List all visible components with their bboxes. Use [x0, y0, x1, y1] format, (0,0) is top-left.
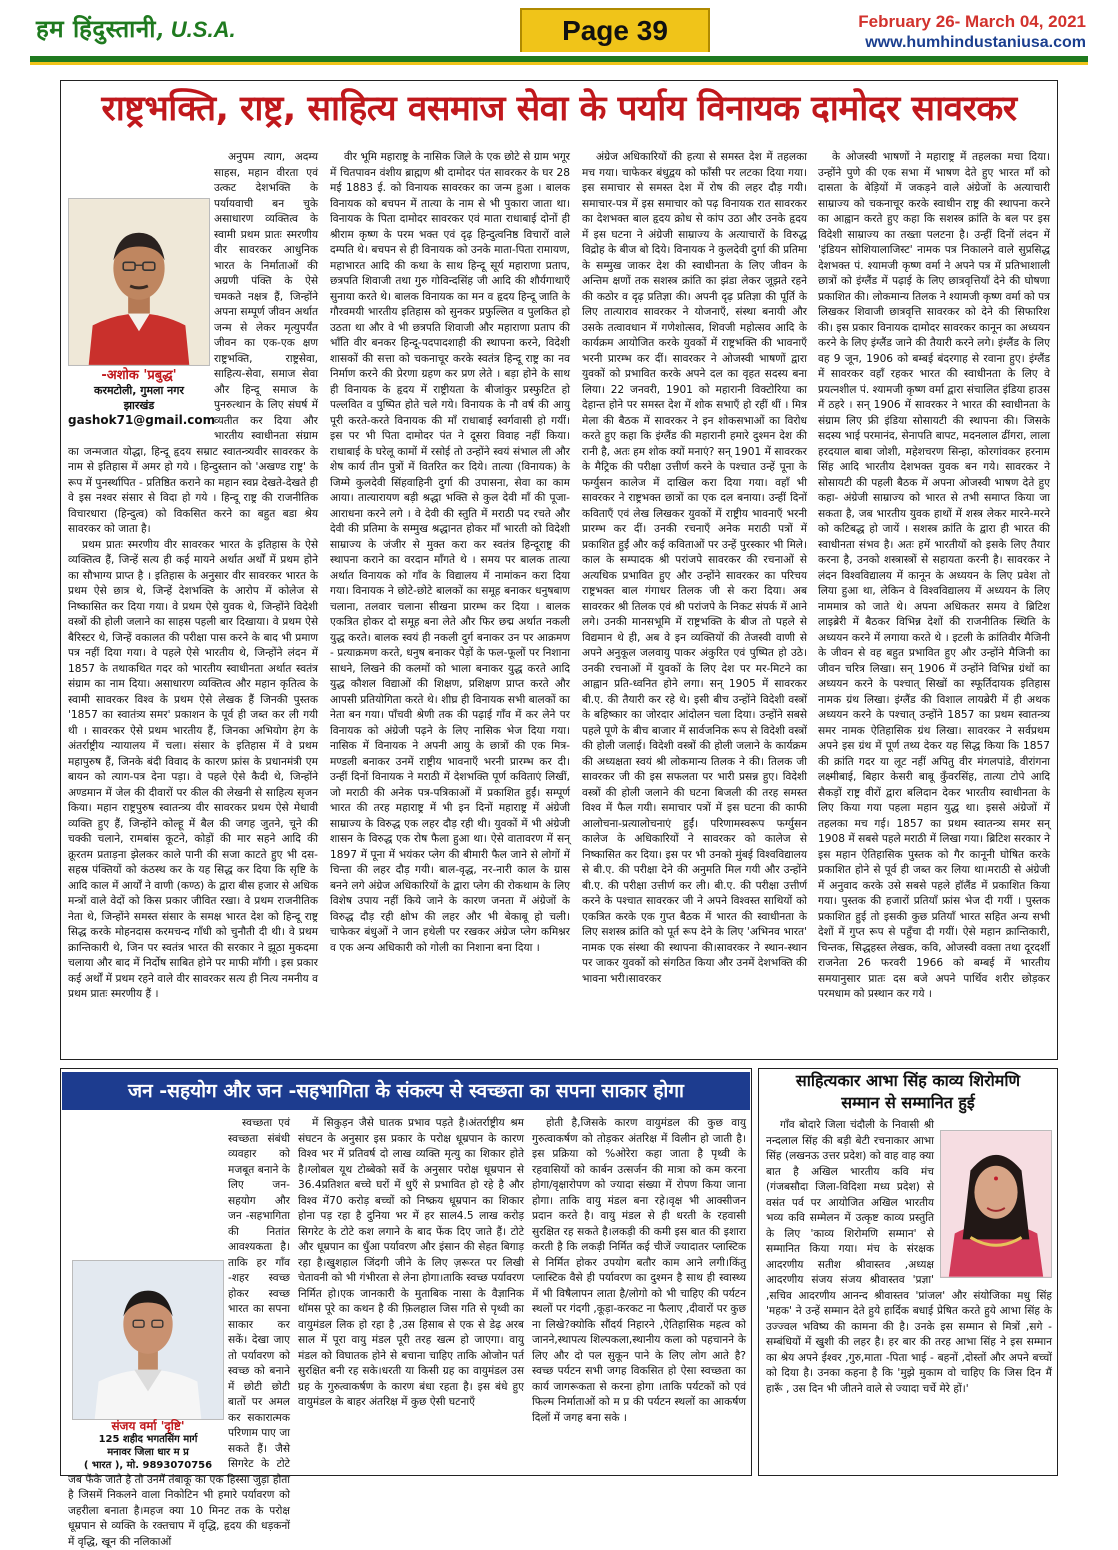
swachhta-col-1-text: स्वच्छता एवं स्वच्छता संबंधी व्यवहार को मजबूत बनाने के लिए जन- सहयोग और जन -सहभागिता की नितांत आवश्यकता है। ताकि हर गाँव -शहर स्वच्छ होकर स्वच्छ भारत का सपना साकार कर सकें। देखा जाए तो पर्यावरण को स्वच्छ को बनाने में छोटी छोटी बातों पर अमल कर सकारात्मक परिणाम पाए जा सकते हैं। जैसे सिगरेट के टोटे जब फेंके जाते है तो उनमें तंबाकू का एक हिस्सा जुड़ा होता है जिसमें निकलने वाला निकोटिन भी हमारे पर्यावरण को जहरीला बनाता है।महज क्या 10 मिनट तक के परोक्ष धूम्रपान से व्यक्ति के रक्तचाप में वृद्धि, हृदय की धड़कनों में वृद्धि, खून की नलिकाओं	[68, 1117, 290, 1548]
abha-headline-line-2: सम्मान से सम्मानित हुई	[841, 1093, 975, 1112]
swachhta-author-name: संजय वर्मा 'दृष्टि'	[111, 1419, 185, 1433]
author-address-line-1: करमटोली, गुमला नगर	[94, 384, 184, 397]
newspaper-name: हम हिंदुस्तानी,	[36, 14, 165, 43]
author-address-line-2: झारखंड	[123, 399, 155, 412]
main-col-2	[330, 150, 570, 1050]
page-number: Page 39	[520, 8, 710, 52]
main-col-4	[818, 150, 1050, 1050]
photo-float-spacer-2	[68, 1116, 228, 1464]
main-col-3	[582, 150, 807, 1050]
photo-float-spacer	[68, 150, 214, 440]
newspaper-region: U.S.A.	[170, 17, 236, 42]
main-col-3-text: अंग्रेज अधिकारियों की हत्या से समस्त देश में तहलका मच गया। चाफेकर बंधुद्वय को फाँसी पर लटका दिया गया। इस समाचार से समस्त देश में रोष की लहर दौड़ गयी। समाचार-पत्र में इस समाचार को पढ़ विनायक रात सावरकर का देशभक्त बाल हृदय क्रोध से कांप उठा और उनके हृदय में इस घटना ने अंग्रेजी साम्राज्य के अत्याचारों के विरुद्ध विद्रोह के बीज बो दिये। विनायक ने कुलदेवी दुर्गा की प्रतिमा के सम्मुख जाकर देश की स्वाधीनता के लिए जीवन के अन्तिम क्षणों तक सशस्त्र क्रांति का झंडा लेकर जूझते रहने की कठोर व दृढ़ प्रतिज्ञा की। अपनी दृढ़ प्रतिज्ञा की पूर्ति के लिए तात्याराव सावरकर ने योजनाएँ, संस्था बनायी और उसके तत्वावधान में गणेशोत्सव, शिवजी महोत्सव आदि के कार्यक्रम आयोजित करके युवकों में राष्ट्रभक्ति की भावनाएँ भरनी प्रारम्भ कर दीं। सावरकर ने ओजस्वी भाषणों द्वारा युवकों को प्रभावित करके अपने दल का वृहत सदस्य बना लिया। 22 जनवरी, 1901 को महारानी विक्टोरिया का देहान्त होने पर समस्त देश में शोक सभाएँ हो रहीं थीं । मित्र मेला की बैठक में सावरकर ने इन शोकसभाओं का विरोध करते हुए कहा कि इंग्लैंड की महारानी हमारे दुश्मन देश की रानी है, अतः हम शोक क्यों मनाएं? सन् 1901 में सावरकर के मैट्रिक की परीक्षा उत्तीर्ण करने के पश्चात उन्हें पूना के फर्ग्युसन कालेज में दाखिल करा दिया गया। वहाँ भी सावरकर ने राष्ट्रभक्त छात्रों का एक दल बनाया। उन्हीं दिनों कविताएँ एवं लेख लिखकर युवकों में राष्ट्रीय भावनाएँ भरनी प्रारम्भ कर दीं। उनकी रचनाएँ अनेक मराठी पत्रों में प्रकाशित हुईं और कई कविताओं पर उन्हें पुरस्कार भी मिले। काल के सम्पादक श्री परांजपे सावरकर की रचनाओं से अत्यधिक प्रभावित हुए और उन्होंने सावरकर का परिचय राष्ट्रभक्त बाल गंगाधर तिलक जी से करा दिया। अब सावरकर श्री तिलक एवं श्री परांजपे के निकट संपर्क में आने लगे। उनकी मानसभूमि में राष्ट्रभक्ति के बीज तो पहले से विद्यमान थे ही, अब वे इन व्यक्तियों की तेजस्वी वाणी से अपने अनुकूल जलवायु पाकर अंकुरित एवं पुष्पित हो उठे। उनकी रचनाओं में युवकों के लिए देश पर मर-मिटने का आह्वान प्रति-ध्वनित होने लगा। सन् 1905 में सावरकर बी.ए. की तैयारी कर रहे थे। इसी बीच उन्होंने विदेशी वस्त्रों के बहिष्कार का जोरदार आंदोलन चला दिया। उन्होंने सबसे पहले पूणे के बीच बाजार में सार्वजनिक रूप से विदेशी वस्त्रों की होली जलाई। विदेशी वस्त्रों की होली जलाने के कार्यक्रम की अध्यक्षता स्वयं श्री लोकमान्य तिलक ने की। तिलक जी सावरकर जी की इस सफलता पर भारी प्रसन्न हुए। विदेशी वस्त्रों की होली जलाने की घटना बिजली की तरह समस्त विश्व में फैल गयी। समाचार पत्रों में इस घटना की काफी आलोचना-प्रत्यालोचनाएं हुईं। परिणामस्वरूप फर्ग्युसन कालेज के अधिकारियों ने सावरकर को कालेज से निष्कासित कर दिया। इस पर भी उनको मुंबई विश्वविद्यालय से बी.ए. की परीक्षा देने की अनुमति मिल गयी और उन्होंने बी.ए. की परीक्षा उत्तीर्ण कर ली। बी.ए. की परीक्षा उत्तीर्ण करने के पश्चात सावरकर जी ने अपने विश्वस्त साथियों को एकत्रित करके एक गुप्त बैठक में भारत की स्वाधीनता के लिए सशस्त्र क्रांति को पूर्त रूप देने के लिए 'अभिनव भारत' नामक एक संस्था की स्थापना की।सावरकर ने स्थान-स्थान पर जाकर युवकों को संगठित किया और उनमें देशभक्ति की भावना भरी।सावरकर	[582, 151, 807, 985]
swachhta-author-address-1: 125 शहीद भगतसिंग मार्ग	[98, 1434, 198, 1445]
author-email[interactable]: gashok71@gmail.com	[68, 413, 216, 427]
main-headline: राष्ट्रभक्ति, राष्ट्र, साहित्य वसमाज सेवा के पर्याय विनायक दामोदर सावरकर	[101, 89, 1017, 129]
swachhta-col-1	[68, 1116, 290, 1548]
issue-info	[858, 12, 1086, 52]
abha-body	[766, 1118, 1052, 1472]
main-col-1-body: प्रथम प्रातः स्मरणीय वीर सावरकर भारत के इतिहास के ऐसे व्यक्तित्व हैं, जिन्हें सत्य ही कई मायने अर्थात अर्थों में प्रथम होने का सौभाग्य प्राप्त है । इतिहास के अनुसार वीर सावरकर भारत के प्रथम ऐसे छात्र थे, जिन्हें देशभक्ति के आरोप में कोलेज से निष्कासित कर दिया गया। वे प्रथम ऐसे युवक थे, जिन्होंने विदेशी वस्त्रों की होली जलाने का साहस पहली बार दिखाया। वे प्रथम ऐसे बैरिस्टर थे, जिन्हें वकालत की परीक्षा पास करने के बाद भी प्रमाण पत्र नहीं दिया गया। वे पहले ऐसे भारतीय थे, जिन्होंने लंदन में 1857 के तथाकथित गदर को भारतीय स्वाधीनता अर्थात स्वतंत्र संग्राम का नाम दिया। असाधारण व्यक्तित्व और महान कृतित्व के स्वामी सावरकर विश्व के प्रथम ऐसे लेखक हैं जिनकी पुस्तक '1857 का स्वातंत्र्य समर' प्रकाशन के पूर्व ही जब्त कर ली गयी थी । सावरकर ऐसे प्रथम भारतीय हैं, जिनका अभियोग हेग के अंतर्राष्ट्रीय न्यायालय में चला। संसार के इतिहास में वे प्रथम महापुरुष हैं, जिनके बंदी विवाद के कारण फ्रांस के प्रधानमंत्री एम बायन को त्याग-पत्र देना पड़ा। वे पहले ऐसे कैदी थे, जिन्होंने अण्डमान में जेल की दीवारों पर कील की लेखनी से साहित्य सृजन किया। महान राष्ट्रपुरुष स्वातन्त्र्य वीर सावरकर प्रथम ऐसे मेधावी व्यक्ति हुए हैं, जिन्होंने कोल्हू में बैल की जगह जुतने, चूने की चक्की चलाने, रामबांस कूटने, कोड़ों की मार सहने आदि की क्रूरतम प्रताड़ना झेलकर काले पानी की सजा काटते हुए भी दस-सहस्र पंक्तियों को कंठस्थ कर के यह सिद्ध कर दिया कि सृष्टि के आदि काल में आर्यों ने वाणी (कण्ठ) के द्वारा बीस हजार से अधिक मन्त्रों वाले वेदों को किस प्रकार जीवित रखा। वे प्रथम राजनीतिक नेता थे, जिन्होंने समस्त संसार के समक्ष भारत देश को हिन्दू राष्ट्र सिद्ध करके मोहनदास करमचन्द गाँधी को चुनौती दी थी। वे प्रथम क्रान्तिकारी थे, जिन पर स्वतंत्र भारत की सरकार ने झूठा मुकदमा चलाया और बाद में निर्दोष साबित होने पर माफी माँगी । इस प्रकार कई अर्थों में प्रथम रहने वाले वीर सावरकर सत्य ही नित्य नमनीय व प्रथम प्रातः स्मरणीय हैं ।	[68, 538, 318, 1000]
abha-headline	[760, 1070, 1056, 1114]
abha-headline-line-1: साहित्यकार आभा सिंह काव्य शिरोमणि	[795, 1071, 1021, 1090]
masthead	[36, 12, 536, 52]
website-link[interactable]: www.humhindustaniusa.com	[865, 34, 1086, 51]
swachhta-author-address-3: ( भारत ), मो. 9893070756	[83, 1460, 213, 1471]
masthead-rule-accent	[30, 62, 1088, 65]
swachhta-headline: जन -सहयोग और जन -सहभागिता के संकल्प से स्वच्छता का सपना साकार होगा	[62, 1072, 750, 1110]
swachhta-col-2-text: में सिकुड़न जैसे घातक प्रभाव पड़ते है।अंतर्राष्ट्रीय श्रम संघटन के अनुसार इस प्रकार के परोक्ष धूम्रपान के कारण विश्व भर में प्रतिवर्ष दो लाख व्यक्ति मृत्यु का शिकार होते है।ग्लोबल यूथ टोब्बेको सर्वे के अनुसार परोक्ष धूम्रपान से 36.4प्रतिशत बच्चे घरों में धुएँ से प्रभावित हो रहे है और विश्व में70 करोड़ बच्चों को निष्क्रय धूम्रपान का शिकार होना पड़ रहा है दुनिया भर में हर साल4.5 लाख करोड़ सिगरेट के टोटे कश लगाने के बाद फेंक दिए जाते हैं। टोटे और धूम्रपान का धुँआ पर्यावरण और इंसान की सेहत बिगाड़ रहा है।खुशहाल जिंदगी जीने के लिए ज़रूरत पर लिखी चेतावनी को भी गंभीरता से लेना होगा।ताकि स्वच्छ पर्यावरण निर्मित हो।एक जानकारी के मुताबिक नासा के वैज्ञानिक थॉमस पूरे का कथन है की फ़िलहाल जिस गति से पृथ्वी का वायुमंडल लिक हो रहा है ,उस हिसाब से एक से डेढ़ अरब साल में पूरा वायु मंडल पूरी तरह खत्म हो जाएगा। वायु मंडल को विघातक होने से बचाना चाहिए ताकि ओजोन पर्त सुरक्षित बनी रह सके।धरती या किसी ग्रह का वायुमंडल उस ग्रह के गुरुत्वाकर्षण के कारण बंधा रहता है। इस बंधे हुए वायुमंडल के बाहर अंतरिक्ष में कुछ ऐसी घटनाएँ	[298, 1117, 524, 1408]
photo-float-spacer-3	[934, 1118, 1052, 1284]
abha-body-text: गाँव बोदारे जिला चंदौली के निवासी श्री नन्दलाल सिंह की बड़ी बेटी रचनाकार आभा सिंह (लखनऊ उत्तर प्रदेश) को वाह वाह क्या बात है अखिल भारतीय कवि मंच (गंजबसौदा जिला-विदिशा मध्य प्रदेश) से वसंत पर्व पर आयोजित अखिल भारतीय भव्य कवि सम्मेलन में उत्कृष्ट काव्य प्रस्तुति के लिए 'काव्य शिरोमणि सम्मान' से सम्मानित किया गया। मंच के संरक्षक आदरणीय सतीश श्रीवास्तव ,अध्यक्ष आदरणीय संजय संजय श्रीवास्तव 'प्रज्ञा' ,सचिव आदरणीय आनन्द श्रीवास्तव 'प्रांजल' और संयोजिका मधु सिंह 'महक' ने उन्हें सम्मान देते हुये हार्दिक बधाई प्रेषित करते हुये आभा सिंह के उज्ज्वल भविष्य की कामना की है। उनके इस सम्मान से मित्रों ,सगे - सम्बंधियों में खुशी की लहर है। हर बार की तरह आभा सिंह ने इस सम्मान का श्रेय अपने ईश्वर ,गुरु,माता -पिता भाई - बहनों ,दोस्तों और अपने बच्चों को दिया है। उनका कहना है कि 'मुझे मुकाम वो चाहिए कि जिस दिन मैं हारूँ , उस दिन भी जीतने वाले से ज्यादा चर्चे मेरे हों।'	[766, 1119, 1052, 1395]
main-col-1	[68, 150, 318, 1050]
swachhta-col-3-text: होती है,जिसके कारण वायुमंडल की कुछ वायु गुरुत्वाकर्षण को तोड़कर अंतरिक्ष में विलीन हो जाती है।इस प्रक्रिया को %ओरेरा कहा जाता है पृथ्वी के रहवासियों को कार्बन उत्सर्जन की मात्रा को कम करना होगा/वृक्षारोपण को ज्यादा संख्या में रोपण किया जाना होगा। ताकि वायु मंडल बना रहे।वृक्ष भी आक्सीजन प्रदान करते है। वायु मंडल से ही धरती के रहवासी सुरक्षित रह सकते है।लकड़ी की कमी इस बात की इशारा करती है कि लकड़ी निर्मित कई चीजें ज्यादातर प्लास्टिक से निर्मित होकर उपयोग बतौर काम आने लगी।किंतु प्लास्टिक वैसे ही पर्यावरण का दुश्मन है साथ ही स्वास्थ्य में भी विषैलापन लाता है/लोगो को भी चाहिए की पर्यटन स्थलों पर गंदगी ,कूड़ा-करकट ना फैलाए ,दीवारों पर कुछ ना लिखे?क्योकि सौंदर्य निहारने ,ऐतिहासिक महत्व को जानने,स्थापत्य शिल्पकला,स्थानीय कला को पहचानने के लिए और दो पल सुकून पाने के लिए लोग आते है? स्वच्छ पर्यटन सभी जगह विकसित हो ऐसा स्वच्छता का कार्य जागरूकता से करना होगा ।ताकि पर्यटकों को एवं फिल्म निर्माताओं को म प्र की पर्यटन स्थलों का आकर्षण दिलों में जगह बना सके ।	[532, 1117, 746, 1424]
main-col-2-text: वीर भूमि महाराष्ट्र के नासिक जिले के एक छोटे से ग्राम भगूर में चितपावन वंशीय ब्राह्मण श्री दामोदर पंत सावरकर के घर 28 मई 1883 ई. को विनायक सावरकर का जन्म हुआ । बालक विनायक को बचपन में तात्या के नाम से भी पुकारा जाता था। विनायक के पिता दामोदर सावरकर एवं माता राधाबाई दोनों ही श्रीराम कृष्ण के परम भक्त एवं दृढ़ हिन्दुत्वनिष्ठ विचारों वाले दम्पति थे। बचपन से ही विनायक को उनके माता-पिता रामायण, महाभारत आदि की कथा के साथ हिन्दू सूर्य महाराणा प्रताप, छत्रपति शिवाजी तथा गुरु गोविन्दसिंह जी आदि की शौर्यगाथाएँ सुनाया करते थे। बालक विनायक का मन व हृदय हिन्दू जाति के गौरवमयी भारतीय इतिहास को सुनकर प्रफुल्लित व पुलकित हो उठता था और वे भी छत्रपति शिवाजी और महाराणा प्रताप की भाँति वीर बनकर हिन्दू-पदपादशाही की स्थापना करने, विदेशी शासकों की सत्ता को चकनाचूर करके स्वतंत्र हिन्दू राष्ट्र का नव निर्माण करने की प्रेरणा ग्रहण कर प्रण लेते । बड़ा होने के साथ ही विनायक के हृदय में राष्ट्रीयता के बीजांकुर प्रस्फुटित हो पल्लवित व पुष्पित होते चले गये। विनायक के नौ वर्ष की आयु पूरी करते-करते विनायक की माँ राधाबाई स्वर्गवासी हो गयीं। इस पर भी पिता दामोदर पंत ने दूसरा विवाह नहीं किया। राधाबाई के घरेलू कामों में रसोई तो उन्होंने स्वयं संभाल ली और शेष कार्य तीन पुत्रों में वितरित कर दिये। तात्या (विनायक) के जिम्मे कुलदेवी सिंहवाहिनी दुर्गा की उपासना, सेवा का काम आया। तात्यारायण बड़ी श्रद्धा भक्ति से कुल देवी माँ की पूजा-आराधना करने लगे । वे देवी की स्तुति में मराठी पद रचते और देवी की प्रतिमा के सम्मुख श्रद्धानत होकर माँ भारती को विदेशी साम्राज्य के जंजीर से मुक्त करा कर स्वतंत्र हिन्दूराष्ट्र की स्थापना कराने का वरदान माँगते थे । समय पर बालक तात्या अर्थात विनायक को गाँव के विद्यालय में नामांकन करा दिया गया। विनायक ने छोटे-छोटे बालकों का समूह बनाकर धनुषबाण चलाना, तलवार चलाना सीखना प्रारम्भ कर दिया । बालक एकत्रित होकर दो समूह बना लेते और फिर छद्म अर्थात नकली युद्ध करते। बालक स्वयं ही नकली दुर्ग बनाकर उन पर आक्रमण - प्रत्याक्रमण करते, धनुष बनाकर पेड़ों के फल-फूलों पर निशाना साधने, लिखने की कलमों को भाला बनाकर युद्ध करते आदि युद्ध कौशल विद्याओं की शिक्षण, प्रशिक्षण प्राप्त करते और आपसी प्रतियोगिता करते थे। शीघ्र ही विनायक सभी बालकों का नेता बन गया। पाँचवी श्रेणी तक की पढ़ाई गाँव में कर लेने पर विनायक को अंग्रेजी पढ़ने के लिए नासिक भेज दिया गया। नासिक में विनायक ने अपनी आयु के छात्रों की एक मित्र-मण्डली बनाकर उनमें राष्ट्रीय भावनाएँ भरनी प्रारम्भ कर दी। उन्हीं दिनों विनायक ने मराठी में देशभक्ति पूर्ण कविताएं लिखीं, जो मराठी की अनेक पत्र-पत्रिकाओं में प्रकाशित हुईं। सम्पूर्ण भारत की तरह महाराष्ट्र में भी इन दिनों महाराष्ट्र में अंग्रेजी साम्राज्य के विरुद्ध एक लहर दौड़ रही थी। युवकों में भी अंग्रेजी शासन के विरुद्ध एक रोष फैला हुआ था। ऐसे वातावरण में सन् 1897 में पूना में भयंकर प्लेग की बीमारी फैल जाने से लोगों में चिन्ता की लहर दौड़ गयी। बाल-वृद्ध, नर-नारी काल के ग्रास बनने लगे अंग्रेज अधिकारियों के द्वारा प्लेग की रोकथाम के लिए विशेष उपाय नहीं किये जाने के कारण जनता में अंग्रेजों के विरुद्ध दौड़ रही क्षोभ की लहर और भी बेकाबू हो चली। चाफेकर बंधुओं ने जान हथेली पर रखकर अंग्रेज प्लेग कमिश्नर व एक अन्य अधिकारी को गोली का निशाना बना दिया ।	[330, 151, 570, 954]
swachhta-col-2	[298, 1116, 524, 1472]
main-col-4-text: के ओजस्वी भाषणों ने महाराष्ट्र में तहलका मचा दिया। उन्होंने पुणे की एक सभा में भाषण देते हुए भारत माँ को दासता के बेड़ियों में जकड़ने वाले अंग्रेजों के अत्याचारी साम्राज्य को चकनाचूर करके स्वाधीन राष्ट्र की स्थापना करने का आह्वान करते हुए कहा कि सशस्त्र क्रांति के बल पर इस विदेशी साम्राज्य का तख्ता पलटना है। उन्हीं दिनों लंदन में 'इंडियन सोशियालाजिस्ट' नामक पत्र निकालने वाले सुप्रसिद्ध देशभक्त पं. श्यामजी कृष्ण वर्मा ने अपने पत्र में प्रतिभाशाली छात्रों को इंग्लैंड में पढ़ाई के लिए छात्रवृत्तियाँ देने की घोषणा प्रकाशित की। लोकमान्य तिलक ने श्यामजी कृष्ण वर्मा को पत्र लिखकर शिवाजी छात्रवृत्ति सावरकर को देने की सिफारिश की। इस प्रकार विनायक दामोदर सावरकर कानून का अध्ययन करने के लिए इंग्लैंड जाने की तैयारी करने लगे। इंग्लैंड के लिए वह 9 जून, 1906 को बम्बई बंदरगाह से रवाना हुए। इंग्लैंड में सावरकर वहाँ रहकर भारत की स्वाधीनता के लिए वे प्रयत्नशील पं. श्यामजी कृष्ण वर्मा द्वारा संचालित इंडिया हाउस में ठहरे । सन् 1906 में सावरकर ने भारत की स्वाधीनता के संग्राम लिए फ्री इंडिया सोसायटी की स्थापना की। जिसके सदस्य भाई परमानंद, सेनापति बापट, मदनलाल ढींगरा, लाला हरदयाल बाबा जोशी, महेशचरण सिन्हा, कोरगांवकर हरनाम सिंह आदि भारतीय देशभक्त युवक बन गये। सावरकर ने सोसायटी की पहली बैठक में अपना ओजस्वी भाषण देते हुए कहा- अंग्रेजी साम्राज्य को भारत से तभी समाप्त किया जा सकता है, जब भारतीय युवक हाथों में शस्त्र लेकर मारने-मरने को कटिबद्ध हो जायें । सशस्त्र क्रांति के द्वारा ही भारत की स्वाधीनता संभव है। अतः हमें भारतीयों को इसके लिए तैयार करना है, उनको शस्त्रास्त्रों से सहायता करनी है। सावरकर ने लंदन विश्वविद्यालय में कानून के अध्ययन के लिए प्रवेश तो लिया हुआ था, लेकिन वे विश्वविद्यालय में अध्ययन के लिए नाममात्र को जाते थे। अपना अधिकतर समय वे ब्रिटिश लाइब्रेरी में बैठकर विभिन्न देशों की राजनीतिक स्थिति के अध्ययन करने में लगाया करते थे । इटली के क्रांतिवीर मैजिनी के जीवन से वह बहुत प्रभावित हुए और उन्होंने मैजिनी का जीवन चरित्र लिखा। सन् 1906 में उन्होंने विभिन्न ग्रंथों का अध्ययन करने के पश्चात् सिखों का स्फूर्तिदायक इतिहास नामक ग्रंथ लिखा। इंग्लैंड की विशाल लायब्रेरी में ही अथक अध्ययन करने के पश्चात् उन्होंने 1857 का प्रथम स्वातन्त्र्य समर नामक ऐतिहासिक ग्रंथ लिखा। सावरकर ने सर्वप्रथम अपने इस ग्रंथ में पूर्ण तथ्य देकर यह सिद्ध किया कि 1857 की क्रांति गदर या लूट नहीं अपितु वीर मंगलपांडे, वीरांगना लक्ष्मीबाई, बिहार केसरी बाबू कुँवरसिंह, तात्या टोपे आदि सैकड़ों राष्ट्र वीरों द्वारा बलिदान देकर भारतीय स्वाधीनता के लिए किया गया पहला महान युद्ध था। इससे अंग्रेजों में तहलका मच गई। 1857 का प्रथम स्वातन्त्र्य समर सन् 1908 में सबसे पहले मराठी में लिखा गया। ब्रिटिश सरकार ने इस महान ऐतिहासिक पुस्तक को गैर कानूनी घोषित करके प्रकाशित होने से पूर्व ही जब्त कर लिया था।मराठी से अंग्रेजी में अनुवाद करके उसे सबसे पहले हॉलैंड में प्रकाशित किया गया। पुस्तक की हजारों प्रतियाँ फ्रांस भेज दी गयीं । पुस्तक प्रकाशित हुई तो इसकी कुछ प्रतियाँ भारत सहित अन्य सभी देशों में गुप्त रूप से पहुँचा दी गयीं। ऐसे महान क्रान्तिकारी, चिन्तक, सिद्धहस्त लेखक, कवि, ओजस्वी वक्ता तथा दूरदर्शी राजनेता 26 फरवरी 1966 को बम्बई में भारतीय समयानुसार प्रातः दस बजे अपने पार्थिव शरीर छोड़कर परमधाम को प्रस्थान कर गये ।	[818, 151, 1050, 1000]
author-name: -अशोक 'प्रबुद्ध'	[101, 368, 177, 383]
issue-date: February 26- March 04, 2021	[858, 12, 1086, 31]
swachhta-col-3	[532, 1116, 746, 1472]
swachhta-author-address-2: मनावर जिला धार म प्र	[107, 1447, 189, 1458]
main-col-1-intro: अनुपम त्याग, अदम्य साहस, महान वीरता एवं उत्कट देशभक्ति के पर्यायवाची बन चुके असाधारण व्यक्तित्व के स्वामी प्रथम प्रातः स्मरणीय वीर सावरकर आधुनिक भारत के निर्माताओं की अग्रणी पंक्ति के ऐसे चमकते नक्षत्र हैं, जिन्होंने अपना सम्पूर्ण जीवन अर्थात जन्म से लेकर मृत्युपर्यंत जीवन का एक-एक क्षण राष्ट्रभक्ति, राष्ट्रसेवा, साहित्य-सेवा, समाज सेवा और हिन्दू समाज के पुनरुत्थान के लिए संघर्ष में व्यतीत कर दिया और भारतीय स्वाधीनता संग्राम का जन्मजात योद्धा, हिन्दू हृदय सम्राट स्वातन्त्र्यवीर सावरकर के नाम से इतिहास में अमर हो गये । हिन्दुस्तान को 'अखण्ड राष्ट्र' के रूप में पुनर्स्थापित - प्रतिष्ठित कराने का महान स्वप्न देखते-देखते ही वे इस नश्वर संसार से विदा हो गये । हिन्दू राष्ट्र की राजनीतिक विचारधारा (हिन्दुत्व) को विकसित करने का बहुत बडा श्रेय सावरकर को जाता है।	[68, 151, 318, 535]
